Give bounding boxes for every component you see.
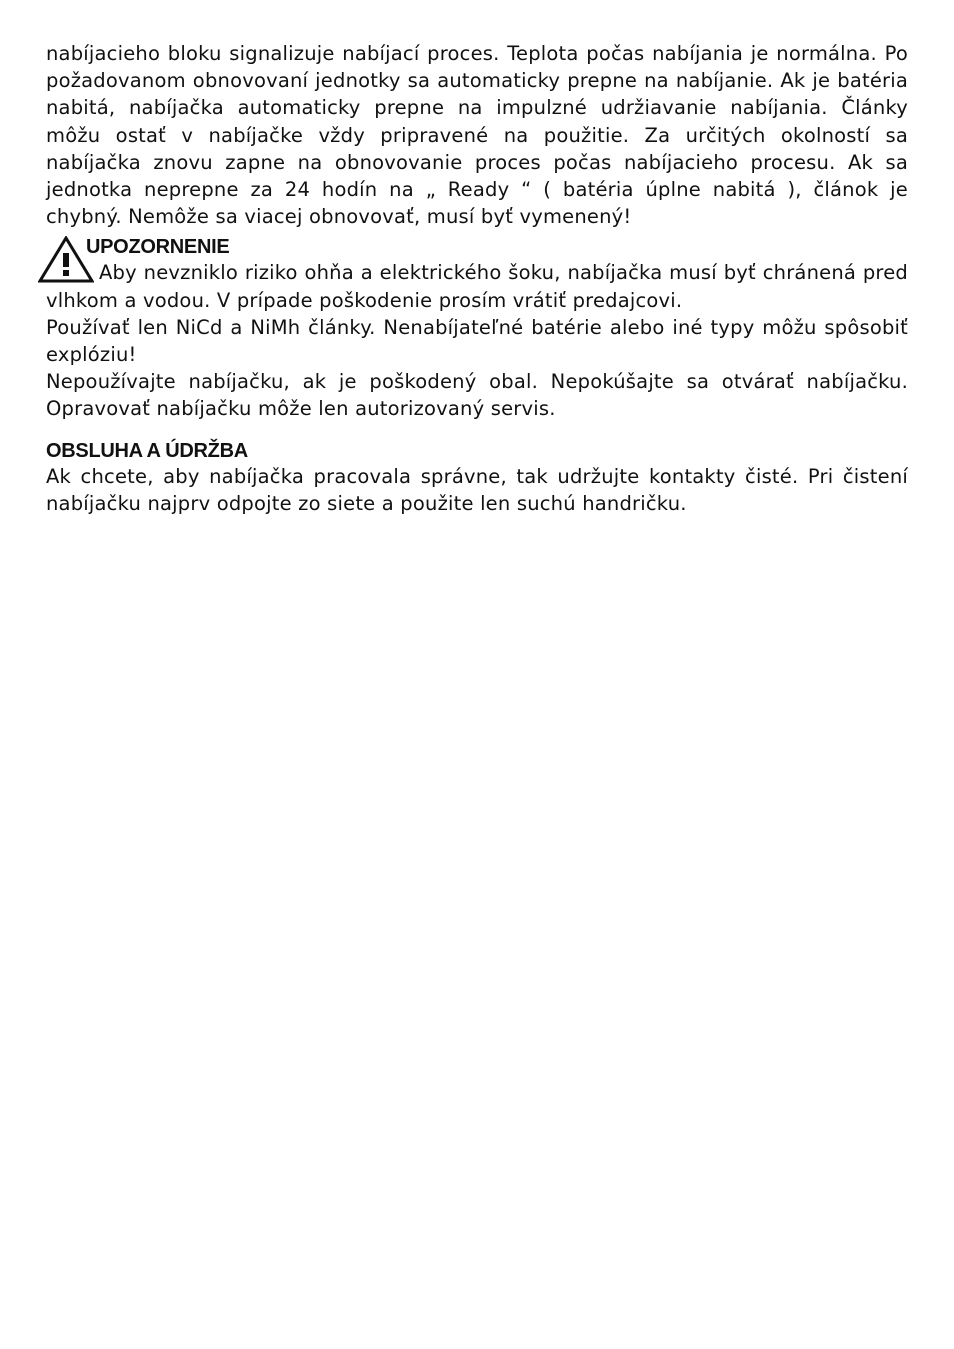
warning-triangle-icon — [38, 236, 94, 284]
document-page — [46, 40, 908, 517]
maintenance-paragraph: Ak chcete, aby nabíjačka pracovala správne, tak udržujte kontakty čisté. Pri čistení nabíjačku najprv odpojte zo siete a použite len suchú handričku. — [46, 464, 908, 515]
intro-paragraph: nabíjacieho bloku signalizuje nabíjací proces. Teplota počas nabíjania je normálna. Po požadovanom obnovovaní jednotky sa automaticky prepne na nabíjanie. Ak je batéria nabitá, nabíjačka automaticky prepne na impulzné udržiavanie nabíjania. Články môžu ostať v nabíjačke vždy pripravené na použitie. Za určitých okolností sa nabíjačka znovu zapne na obnovovanie proces počas nabíjacieho procesu. Ak sa jednotka neprepne za 24 hodín na „ Ready “ ( batéria úplne nabitá ), článok je chybný. Nemôže sa viacej obnovovať, musí byť vymenený! — [46, 42, 908, 229]
warning-heading: UPOZORNENIE — [86, 236, 230, 259]
warning-section — [46, 235, 908, 422]
warning-paragraph-3: Nepoužívajte nabíjačku, ak je poškodený obal. Nepokúšajte sa otvárať nabíjačku. Opravovať nabíjačku môže len autorizovaný servis. — [46, 370, 908, 421]
warning-paragraph-1: Aby nevzniklo riziko ohňa a elektrického šoku, nabíjačka musí byť chránená pred vlhkom a vodou. V prípade poškodenie prosím vrátiť predajcovi. — [46, 261, 908, 312]
warning-paragraph-2: Používať len NiCd a NiMh články. Nenabíjateľné batérie alebo iné typy môžu spôsobiť explóziu! — [46, 315, 908, 367]
maintenance-section — [46, 439, 908, 517]
maintenance-heading: OBSLUHA A ÚDRŽBA — [46, 439, 248, 462]
